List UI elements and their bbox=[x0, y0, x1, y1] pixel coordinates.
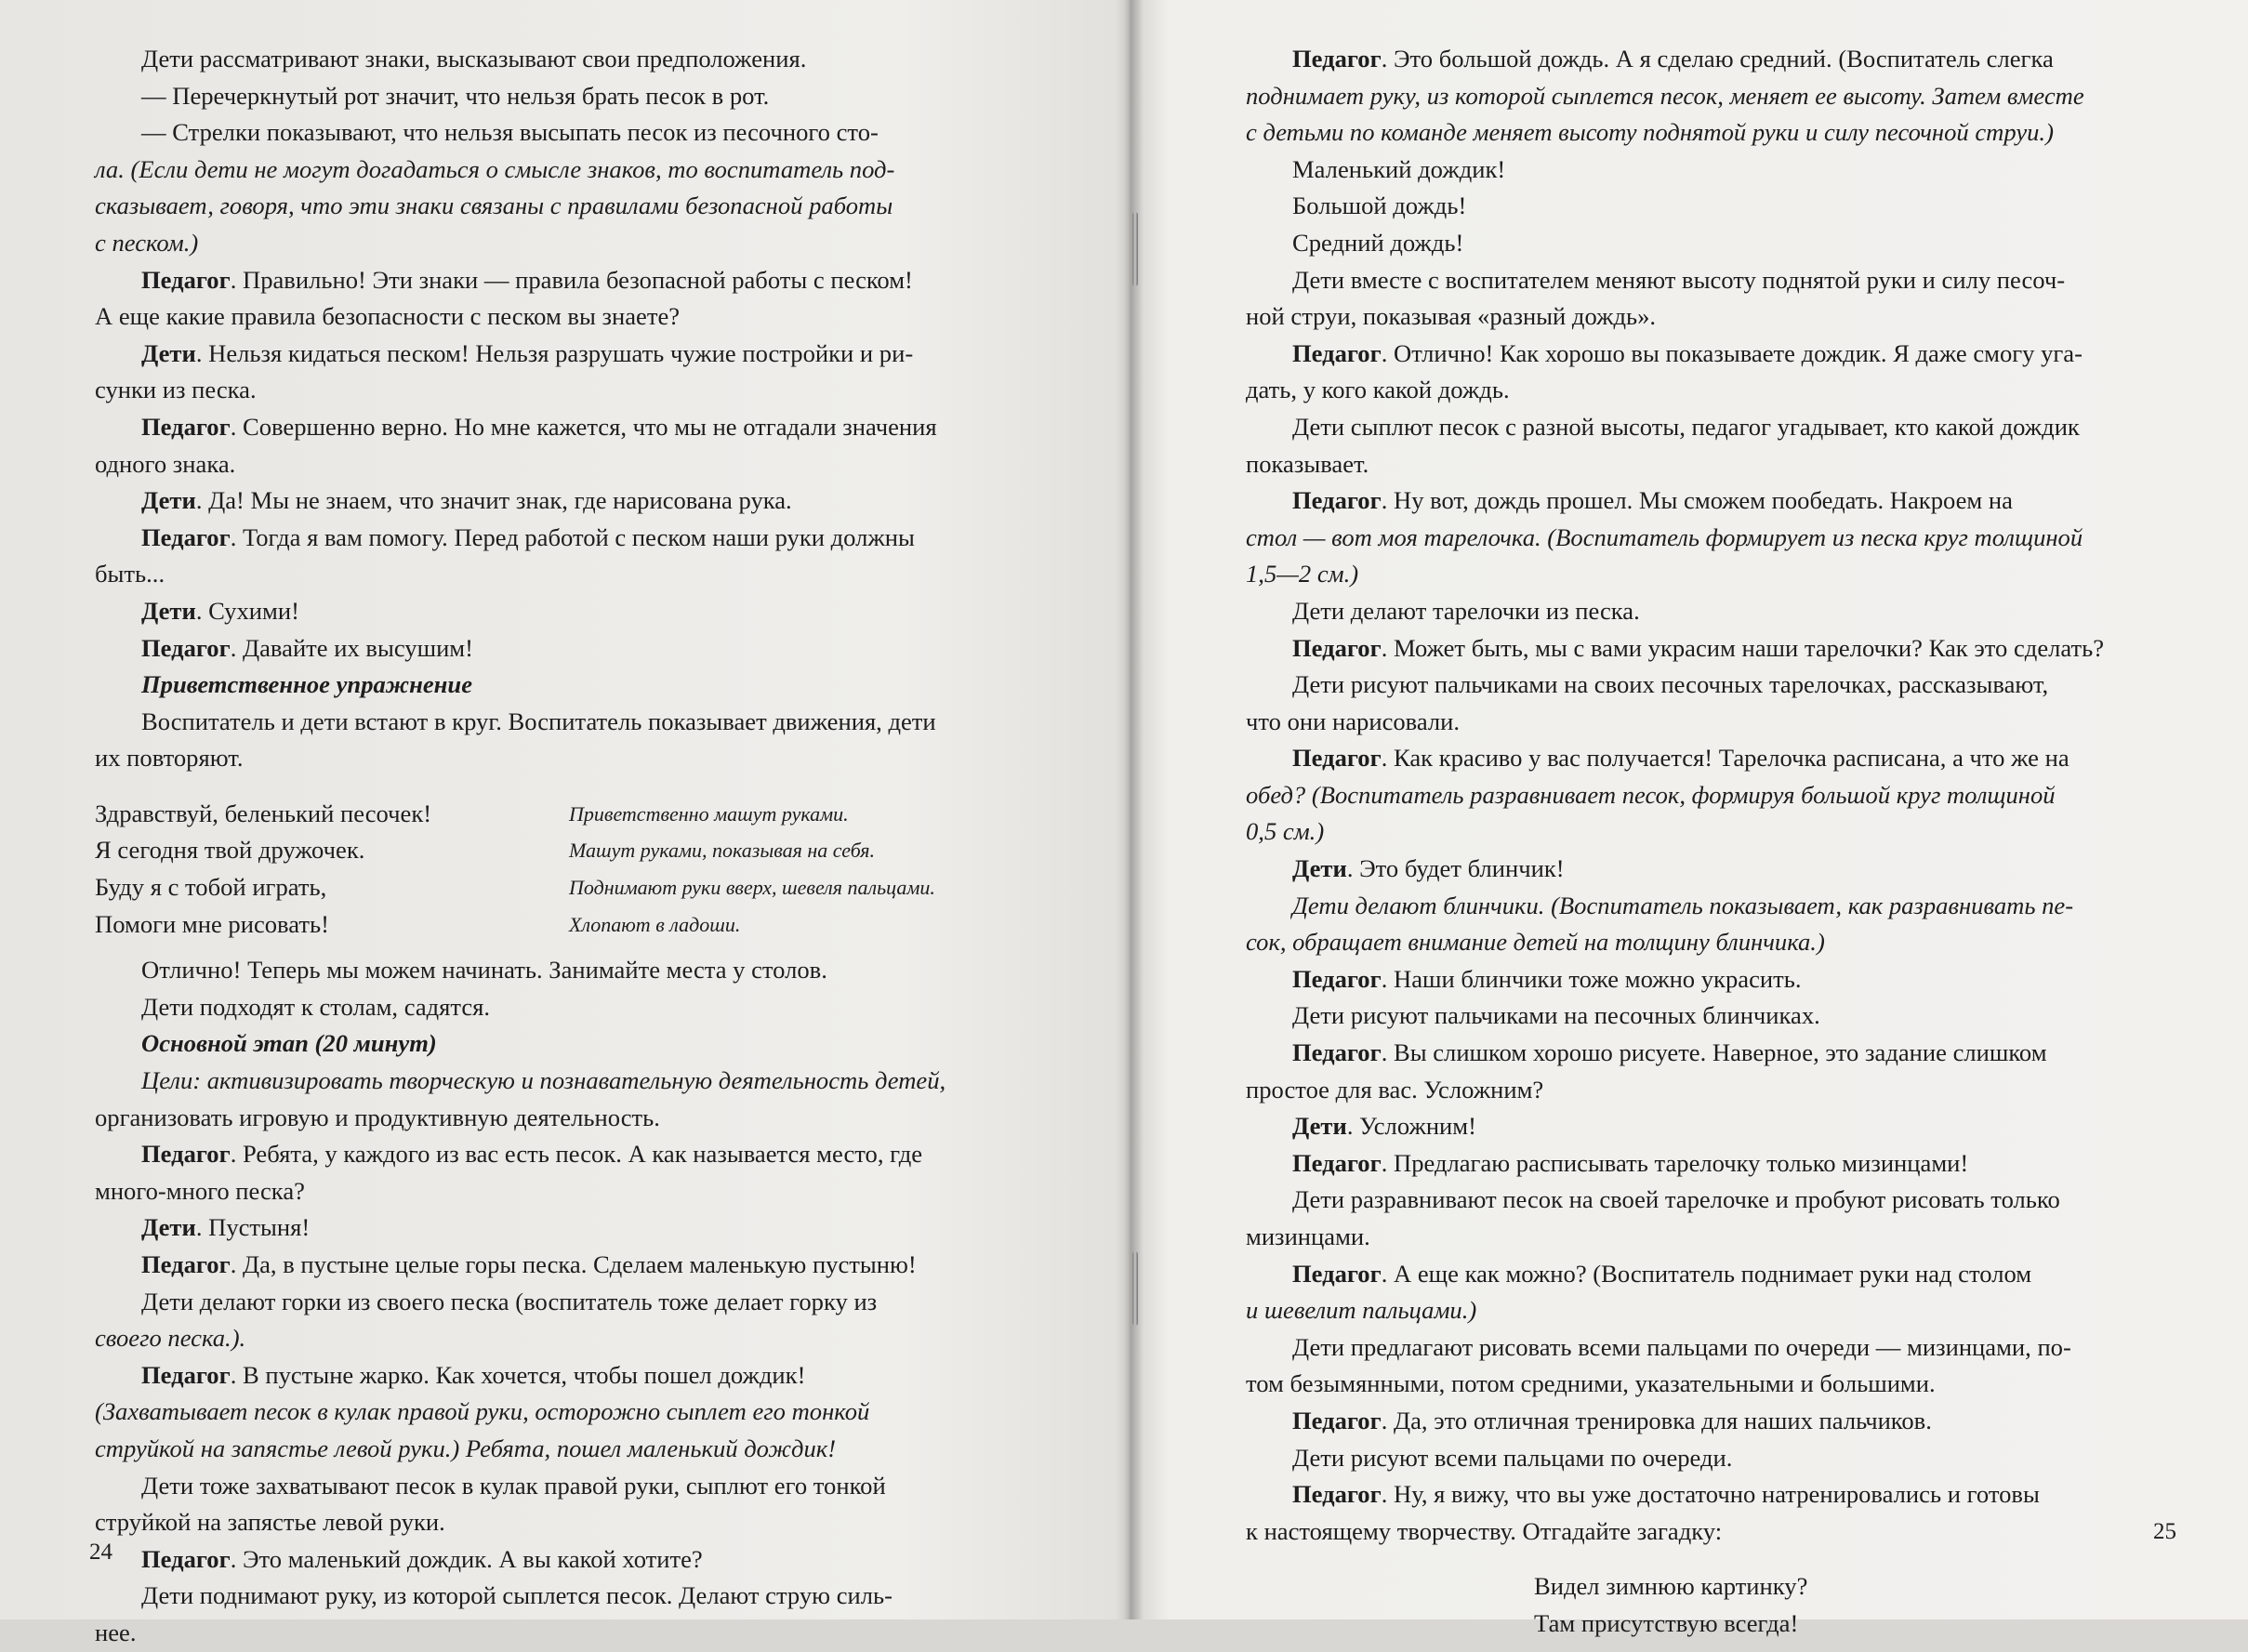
text-line: своего песка.). bbox=[95, 1324, 246, 1353]
text-line: сунки из песка. bbox=[95, 376, 257, 404]
text-line: Дети делают горки из своего песка (воспитатель тоже делает горку из bbox=[141, 1287, 878, 1315]
text-line: — Стрелки показывают, что нельзя высыпать песок из песочного сто- bbox=[141, 118, 879, 147]
speaker: Педагог bbox=[141, 633, 231, 662]
text-line: много-много песка? bbox=[95, 1176, 305, 1205]
verse-action: Машут руками, показывая на себя. bbox=[569, 839, 875, 863]
text-line: 1,5—2 см.) bbox=[1246, 560, 1359, 588]
dialogue-line: Педагог. Ну вот, дождь прошел. Мы сможем пообедать. Накроем на bbox=[1292, 486, 2013, 515]
text-line: обед? (Воспитатель разравнивает песок, формируя большой круг толщиной bbox=[1246, 780, 2056, 809]
text-line: струйкой на запястье левой руки.) Ребята, пошел маленький дождик! bbox=[95, 1434, 837, 1462]
page-number: 25 bbox=[2153, 1519, 2176, 1544]
speaker: Дети bbox=[1292, 1112, 1347, 1141]
speaker: Педагог bbox=[141, 522, 231, 551]
speaker: Педагог bbox=[141, 412, 231, 441]
right-page bbox=[1138, 0, 2248, 1637]
text-line: показывает. bbox=[1246, 449, 1369, 478]
text-line: Цели: активизировать творческую и познавательную деятельность детей, bbox=[141, 1066, 946, 1095]
section-heading: Основной этап (20 минут) bbox=[141, 1029, 437, 1058]
speaker: Дети bbox=[141, 596, 196, 625]
text-line: Воспитатель и дети встают в круг. Воспитатель показывает движения, дети bbox=[141, 707, 936, 735]
dialogue-line: Педагог. Да, это отличная тренировка для наших пальчиков. bbox=[1292, 1406, 1932, 1434]
text-line: организовать игровую и продуктивную деятельность. bbox=[95, 1103, 660, 1131]
speaker: Педагог bbox=[1292, 964, 1382, 993]
dialogue-line: Дети. Пустыня! bbox=[141, 1213, 311, 1242]
speaker: Педагог bbox=[1292, 633, 1382, 662]
speaker: Педагог bbox=[141, 1140, 231, 1169]
speaker: Педагог bbox=[141, 265, 231, 294]
dialogue-line: Педагог. Это маленький дождик. А вы какой хотите? bbox=[141, 1544, 703, 1573]
text-line: Дети делают блинчики. (Воспитатель показывает, как разравнивать пе- bbox=[1292, 891, 2074, 919]
left-page-text bbox=[95, 41, 1036, 1652]
dialogue-line: Педагог. Да, в пустыне целые горы песка. Сделаем маленькую пустыню! bbox=[141, 1250, 917, 1278]
text-line: Дети подходят к столам, садятся. bbox=[141, 992, 491, 1021]
dialogue-line: Педагог. Предлагаю расписывать тарелочку только мизинцами! bbox=[1292, 1148, 1969, 1177]
text-line: с песком.) bbox=[95, 228, 199, 257]
dialogue-line: Педагог. Совершенно верно. Но мне кажется, что мы не отгадали значения bbox=[141, 412, 937, 441]
dialogue-line: Дети. Сухими! bbox=[141, 596, 299, 625]
text-line: дать, у кого какой дождь. bbox=[1246, 376, 1510, 404]
speaker: Педагог bbox=[1292, 1406, 1382, 1434]
section-heading: Приветственное упражнение bbox=[141, 670, 473, 699]
dialogue-line: Педагог. Давайте их высушим! bbox=[141, 633, 473, 662]
verse-action: Приветственно машут руками. bbox=[569, 801, 849, 826]
text-line: Дети рисуют всеми пальцами по очереди. bbox=[1292, 1443, 1733, 1472]
speaker: Дети bbox=[141, 486, 196, 515]
dialogue-line: Педагог. А еще как можно? (Воспитатель поднимает руки над столом bbox=[1292, 1259, 2032, 1288]
verse-action: Хлопают в ладоши. bbox=[569, 912, 741, 936]
dialogue-line: Педагог. Тогда я вам помогу. Перед работой с песком наши руки должны bbox=[141, 522, 915, 551]
text-line: Средний дождь! bbox=[1292, 228, 1464, 257]
text-line: сок, обращает внимание детей на толщину блинчика.) bbox=[1246, 928, 1825, 957]
speaker: Педагог bbox=[141, 1360, 231, 1389]
text-line: Дети разравнивают песок на своей тарелочке и пробуют рисовать только bbox=[1292, 1185, 2060, 1214]
text-line: Дети рассматривают знаки, высказывают свои предположения. bbox=[141, 45, 807, 73]
text-line: струйкой на запястье левой руки. bbox=[95, 1508, 445, 1537]
text-line: Отлично! Теперь мы можем начинать. Занимайте места у столов. bbox=[141, 956, 827, 985]
text-line: их повторяют. bbox=[95, 744, 244, 773]
text-line: ной струи, показывая «разный дождь». bbox=[1246, 302, 1657, 331]
text-line: с детьми по команде меняет высоту поднятой руки и силу песочной струи.) bbox=[1246, 118, 2054, 147]
verse-line: Я сегодня твой дружочек. Машут руками, показывая на себя. bbox=[95, 832, 1036, 869]
text-line: простое для вас. Усложним? bbox=[1246, 1075, 1544, 1104]
text-line: Дети делают тарелочки из песка. bbox=[1292, 596, 1640, 625]
text-line: Дети рисуют пальчиками на своих песочных тарелочках, рассказывают, bbox=[1292, 670, 2049, 699]
text-line: нее. bbox=[95, 1618, 137, 1646]
text-line: одного знака. bbox=[95, 449, 236, 478]
verse-action: Поднимают руки вверх, шевеля пальцами. bbox=[569, 876, 935, 900]
text-line: поднимает руку, из которой сыплется песок, меняет ее высоту. Затем вместе bbox=[1246, 81, 2084, 110]
dialogue-line: Педагог. Ребята, у каждого из вас есть песок. А как называется место, где bbox=[141, 1140, 923, 1169]
text-line: что они нарисовали. bbox=[1246, 707, 1461, 735]
speaker: Педагог bbox=[1292, 486, 1382, 515]
dialogue-line: Педагог. Как красиво у вас получается! Тарелочка расписана, а что же на bbox=[1292, 744, 2069, 773]
text-line: (Захватывает песок в кулак правой руки, осторожно сыплет его тонкой bbox=[95, 1397, 870, 1426]
text-line: мизинцами. bbox=[1246, 1222, 1370, 1250]
dialogue-line: Педагог. В пустыне жарко. Как хочется, чтобы пошел дождик! bbox=[141, 1360, 806, 1389]
verse-line: Буду я с тобой играть, Поднимают руки вверх, шевеля пальцами. bbox=[95, 869, 1036, 906]
text-line: Большой дождь! bbox=[1292, 192, 1467, 220]
verse-line: Помоги мне рисовать! Хлопают в ладоши. bbox=[95, 906, 1036, 944]
dialogue-line: Педагог. Вы слишком хорошо рисуете. Наверное, это задание слишком bbox=[1292, 1038, 2047, 1067]
speaker: Педагог bbox=[1292, 1259, 1382, 1288]
dialogue-line: Педагог. Может быть, мы с вами украсим наши тарелочки? Как это сделать? bbox=[1292, 633, 2105, 662]
speaker: Педагог bbox=[1292, 45, 1382, 73]
verse-line: Здравствуй, беленький песочек! Приветственно машут руками. bbox=[95, 796, 1036, 833]
text-line: к настоящему творчеству. Отгадайте загадку: bbox=[1246, 1516, 1723, 1545]
right-page-text bbox=[1246, 41, 2177, 1643]
text-line: А еще какие правила безопасности с песком вы знаете? bbox=[95, 302, 681, 331]
text-line: Маленький дождик! bbox=[1292, 154, 1506, 183]
text-line: стол — вот моя тарелочка. (Воспитатель формирует из песка круг толщиной bbox=[1246, 522, 2083, 551]
text-line: и шевелит пальцами.) bbox=[1246, 1296, 1477, 1325]
text-line: ла. (Если дети не могут догадаться о смысле знаков, то воспитатель под- bbox=[95, 154, 895, 183]
dialogue-line: Педагог. Это большой дождь. А я сделаю средний. (Воспитатель слегка bbox=[1292, 45, 2054, 73]
text-line: Дети предлагают рисовать всеми пальцами по очереди — мизинцами, по- bbox=[1292, 1332, 2071, 1361]
dialogue-line: Педагог. Наши блинчики тоже можно украсить. bbox=[1292, 964, 1802, 993]
speaker: Педагог bbox=[1292, 1148, 1382, 1177]
dialogue-line: Педагог. Правильно! Эти знаки — правила безопасной работы с песком! bbox=[141, 265, 913, 294]
text-line: Дети тоже захватывают песок в кулак правой руки, сыплют его тонкой bbox=[141, 1471, 886, 1500]
speaker: Педагог bbox=[1292, 1038, 1382, 1067]
text-line: Дети рисуют пальчиками на песочных блинчиках. bbox=[1292, 1001, 1820, 1030]
dialogue-line: Педагог. Отлично! Как хорошо вы показываете дождик. Я даже смогу уга- bbox=[1292, 338, 2083, 367]
speaker: Педагог bbox=[1292, 744, 1382, 773]
speaker: Педагог bbox=[1292, 338, 1382, 367]
dialogue-line: Педагог. Ну, я вижу, что вы уже достаточно натренировались и готовы bbox=[1292, 1480, 2040, 1509]
text-line: — Перечеркнутый рот значит, что нельзя брать песок в рот. bbox=[141, 81, 770, 110]
text-line: том безымянными, потом средними, указательными и большими. bbox=[1246, 1369, 1936, 1398]
speaker: Педагог bbox=[141, 1544, 231, 1573]
speaker: Педагог bbox=[141, 1250, 231, 1278]
dialogue-line: Дети. Это будет блинчик! bbox=[1292, 854, 1565, 883]
speaker: Дети bbox=[141, 338, 196, 367]
dialogue-line: Дети. Нельзя кидаться песком! Нельзя разрушать чужие постройки и ри- bbox=[141, 338, 914, 367]
speaker: Дети bbox=[1292, 854, 1347, 883]
riddle-line: Видел зимнюю картинку? bbox=[1534, 1572, 1808, 1601]
page-number: 24 bbox=[89, 1540, 112, 1565]
text-line: сказывает, говоря, что эти знаки связаны с правилами безопасной работы bbox=[95, 192, 893, 220]
dialogue-line: Дети. Да! Мы не знаем, что значит знак, где нарисована рука. bbox=[141, 486, 792, 515]
text-line: быть... bbox=[95, 560, 165, 588]
dialogue-line: Дети. Усложним! bbox=[1292, 1112, 1476, 1141]
text-line: Дети поднимают руку, из которой сыплется песок. Делают струю силь- bbox=[141, 1581, 893, 1610]
text-line: 0,5 см.) bbox=[1246, 817, 1325, 846]
speaker: Дети bbox=[141, 1213, 196, 1242]
riddle-line: Там присутствую всегда! bbox=[1534, 1608, 1799, 1637]
text-line: Дети вместе с воспитателем меняют высоту поднятой руки и силу песоч- bbox=[1292, 265, 2066, 294]
text-line: Дети сыплют песок с разной высоты, педагог угадывает, кто какой дождик bbox=[1292, 412, 2080, 441]
speaker: Педагог bbox=[1292, 1480, 1382, 1509]
